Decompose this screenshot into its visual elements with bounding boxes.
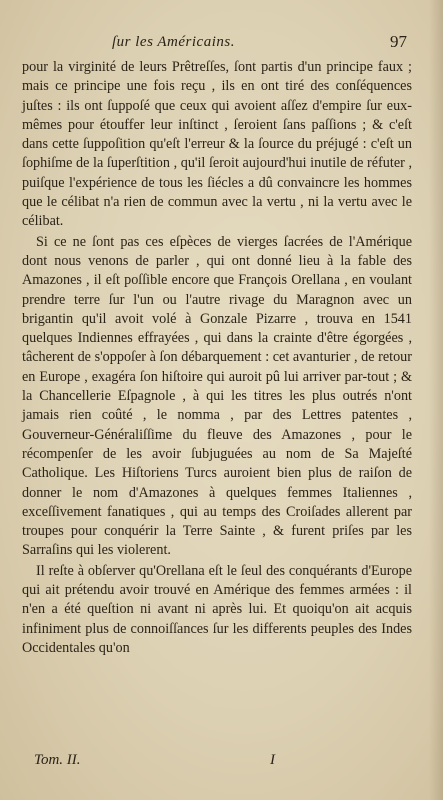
paragraph: Si ce ne ſont pas ces eſpèces de vierges ſacrées de l'Amérique dont nous venons de parler , qui ont donné lieu à la fable des Amazones , il eſt poſſible encore que François Orellana , en voulant prendre terre ſur l'un ou l'autre rivage du Maragnon avec un brigantin qu'il avoit volé à Gonzale Pizarre , trouva en 1541 quelques Indiennes effrayées , qui dans la crainte d'être égorgées , tâcherent de s'oppoſer à ſon débarquement : cet avanturier , de retour en Europe , exagéra ſon hiſtoire qui auroit pû lui arriver par-tout ; & la Chancellerie Eſpagnole , à qui les titres les plus outrés n'ont jamais rien coûté , le nomma , par des Lettres patentes , Gouverneur-Généraliſſime du fleuve des Amazones , pour le récompenſer de les avoir ſubjuguées au nom de Sa Majeſté Catholique. Les Hiſtoriens Turcs auroient bien plus de raiſon de donner le nom d'Amazones à quelques femmes Italiennes , exceſſivement fanatiques , qui au temps des Croiſades allerent par troupes pour conquérir la Terre Sainte , & furent priſes par les Sarraſins qui les violerent. <box>22 233 412 559</box>
page-number: 97 <box>390 32 407 51</box>
volume-signature: Tom. II. <box>34 752 81 768</box>
body-text <box>22 58 412 658</box>
paragraph: pour la virginité de leurs Prêtreſſes, ſont partis d'un principe faux ; mais ce principe une fois reçu , ils en ont tiré des conſéquences juſtes : ils ont ſuppoſé que ceux qui avoient aſſez d'empire ſur eux-mêmes pour étouffer leur inſtinct , ſeroient ſans paſſions ; & c'eſt dans cette ſuppoſition qu'eſt l'erreur & la ſource du préjugé : c'eſt un ſophiſme de la ſuperſtition , qu'il ſeroit aujourd'hui inutile de réfuter , puiſque l'expérience de tous les ſiécles a dû convaincre les hommes que le célibat n'a rien de commun avec la vertu , ni la vertu avec le célibat. <box>22 59 412 230</box>
paragraph: Il reſte à obſerver qu'Orellana eſt le ſeul des conquérants d'Europe qui ait prétendu avoir trouvé en Amérique des femmes armées : il n'en a été queſtion ni avant ni après lui. Et quoiqu'on ait acquis infiniment plus de connoiſſances ſur les differents peuples des Indes Occidentales qu'on <box>22 562 412 656</box>
page-header <box>24 34 407 56</box>
page-edge-shadow <box>429 0 443 800</box>
page-footer <box>34 752 403 774</box>
gathering-signature: I <box>270 752 275 768</box>
running-title: ſur les Américains. <box>112 34 235 50</box>
